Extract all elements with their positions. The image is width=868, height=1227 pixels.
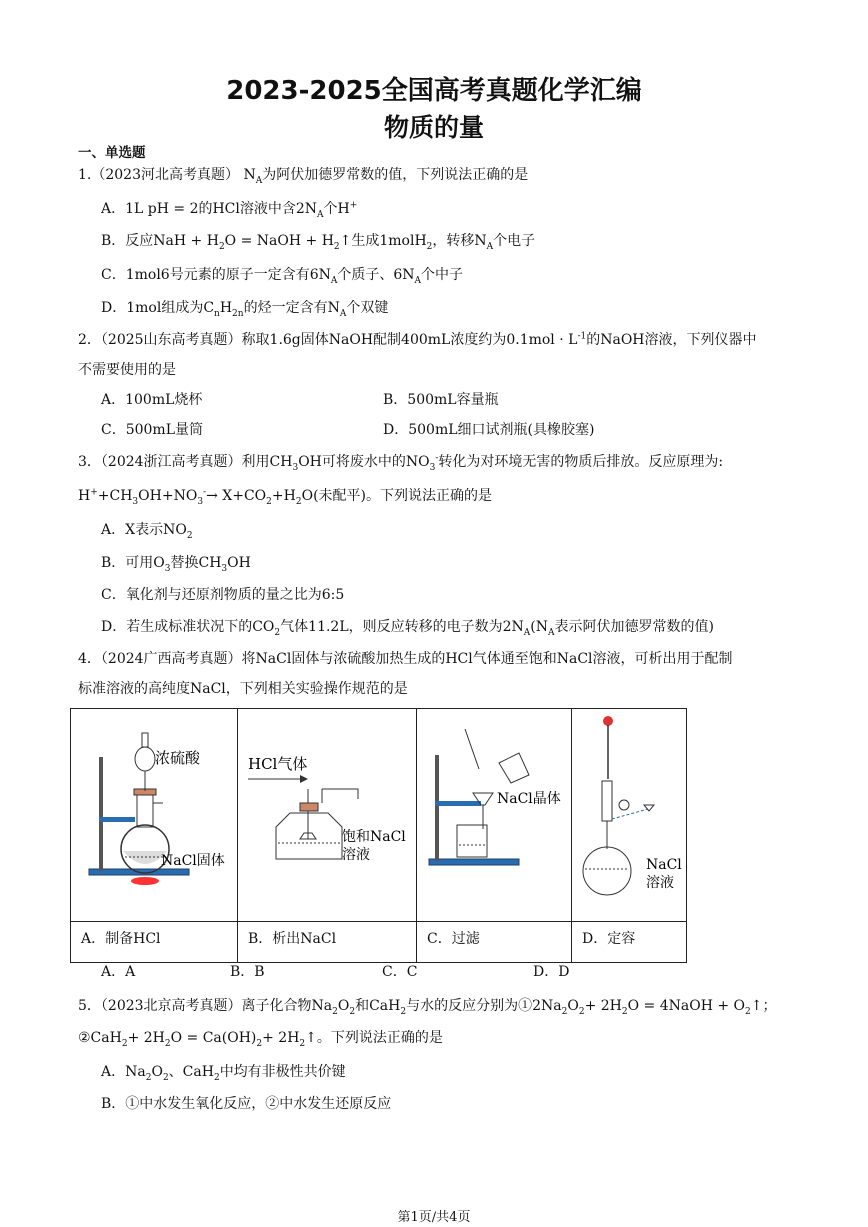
question-3-equation: $H^++CH_3OH+NO_3^-\to X+CO_2+H_2O$(未配平)。下列说法正确的是 xyxy=(78,487,492,507)
figure-c-cell xyxy=(417,709,572,922)
question-4-option-a: A．A xyxy=(101,964,136,980)
figure-d-label-solution: 溶液 xyxy=(646,875,674,891)
figure-b-label-gas: HCl气体 xyxy=(248,755,308,773)
question-2-stem: 2．（2025山东高考真题）称取1.6g固体NaOH配制400mL浓度约为$0.1mol \cdot L^{-1}$的NaOH溶液，下列仪器中 xyxy=(78,331,757,348)
figure-a-label-solid: NaCl固体 xyxy=(161,853,225,869)
question-1-option-c: C．1mol6号元素的原子一定含有$6N_A$个质子、$6N_A$个中子 xyxy=(101,267,464,286)
document-title: 2023-2025全国高考真题化学汇编 xyxy=(226,76,642,106)
question-3-option-b: B．可用$O_3$替换$CH_3OH$ xyxy=(101,555,251,574)
figure-c-filtration xyxy=(417,709,571,917)
question-3-option-a: A．X表示$NO_2$ xyxy=(101,522,193,541)
question-3-option-c: C．氧化剂与还原剂物质的量之比为6:5 xyxy=(101,587,345,603)
figure-d-label-nacl: NaCl xyxy=(646,857,682,873)
figure-a-cell xyxy=(71,709,238,922)
question-4-figure-table xyxy=(70,708,687,963)
question-5-option-a: A．$Na_2O_2$、CaH$_2$中均有非极性共价键 xyxy=(101,1064,346,1083)
question-5-option-b: B．①中水发生氧化反应，②中水发生还原反应 xyxy=(101,1096,392,1112)
question-1-option-b: B．反应NaH + $H_2O$ = NaOH + $H_2↑$生成1molH$_2$，转移$N_A$个电子 xyxy=(101,233,536,252)
question-2-option-c: C．500mL量筒 xyxy=(101,422,204,438)
question-5-stem-line2: ②CaH$_2$+ $2H_2O = Ca(OH)_2+$ $2H_2↑$。下列说法正确的是 xyxy=(78,1030,443,1049)
question-3-option-d: D．若生成标准状况下的$CO_2$气体11.2L，则反应转移的电子数为$2N_A(N_A$表示阿伏加德罗常数的值) xyxy=(101,619,714,638)
question-2-stem-line2: 不需要使用的是 xyxy=(78,362,176,378)
question-2-option-a: A．100mL烧杯 xyxy=(101,392,203,408)
page-footer: 第1页/共4页 xyxy=(397,1210,471,1225)
question-2-option-d: D．500mL细口试剂瓶(具橡胶塞) xyxy=(383,422,595,438)
question-4-option-d: D．D xyxy=(533,964,570,980)
figure-caption-a: A．制备HCl xyxy=(71,922,238,963)
figure-a-label-acid: 浓硫酸 xyxy=(155,749,201,767)
question-4-option-c: C．C xyxy=(382,964,418,980)
figure-d-cell xyxy=(572,709,687,922)
figure-b-label-solution2: 溶液 xyxy=(342,847,370,863)
figure-b-cell xyxy=(238,709,417,922)
figure-caption-b: B．析出NaCl xyxy=(238,922,417,963)
document-subtitle: 物质的量 xyxy=(383,113,484,142)
figure-d-volumetric-flask xyxy=(572,709,686,917)
question-5-stem: 5．（2023北京高考真题）离子化合物$Na_2O_2$和CaH$_2$与水的反应分别为$①2Na_2O_2+ 2H_2O$ = 4NaOH + $O_2↑$； xyxy=(78,998,777,1017)
question-4-stem: 4．（2024广西高考真题）将NaCl固体与浓硫酸加热生成的HCl气体通至饱和NaCl溶液，可析出用于配制 xyxy=(78,651,733,667)
figure-a-hcl-apparatus xyxy=(71,709,237,917)
section-heading: 一、单选题 xyxy=(78,145,146,161)
figure-c-label-crystal: NaCl晶体 xyxy=(497,791,561,807)
question-2-option-b: B．500mL容量瓶 xyxy=(383,392,499,408)
question-1-option-d: D．1mol组成为$C_nH_{2n}$的烃一定含有$N_A$个双键 xyxy=(101,300,389,319)
figure-b-gas-bottle xyxy=(238,709,416,917)
figure-caption-d: D．定容 xyxy=(572,922,687,963)
question-3-stem: 3．（2024浙江高考真题）利用$CH_3OH$可将废水中的$NO_3^-$转化为对环境无害的物质后排放。反应原理为: xyxy=(78,453,724,473)
question-1-stem: 1.（2023河北高考真题） $N_A$为阿伏加德罗常数的值，下列说法正确的是 xyxy=(78,167,529,186)
figure-caption-c: C．过滤 xyxy=(417,922,572,963)
question-1-option-a: A．1L pH = 2的HCl溶液中含$2N_A$个H+ xyxy=(101,200,358,220)
question-4-option-b: B．B xyxy=(230,964,265,980)
question-4-stem-line2: 标准溶液的高纯度NaCl，下列相关实验操作规范的是 xyxy=(78,681,408,697)
figure-b-label-solution1: 饱和NaCl xyxy=(342,829,406,845)
